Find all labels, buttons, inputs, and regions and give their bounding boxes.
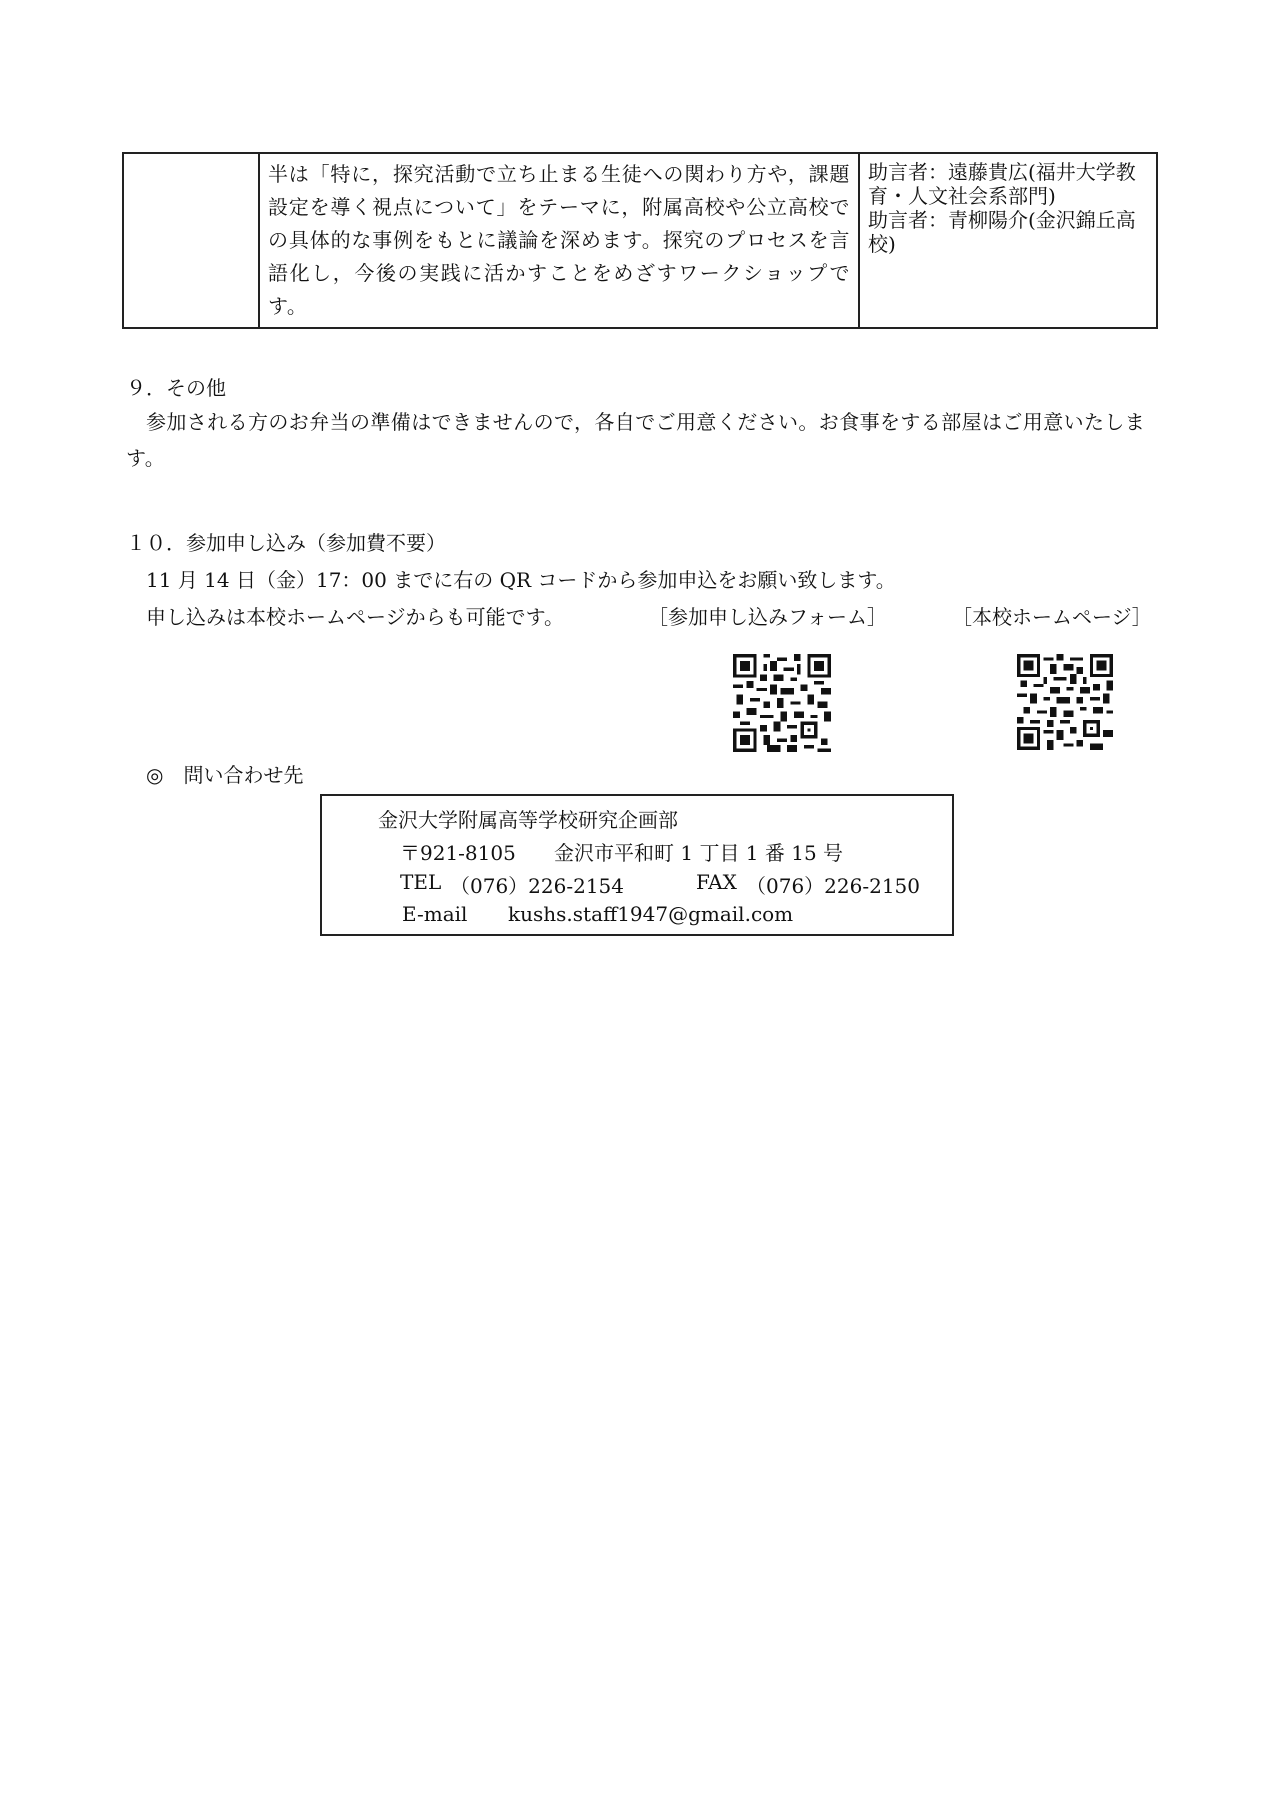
contact-email-label: E-mail <box>402 902 468 926</box>
section-10-line1: 11 月 14 日（金）17：00 までに右の QR コードから参加申込をお願い致します。 <box>146 568 896 592</box>
program-table <box>122 152 1158 329</box>
contact-email[interactable]: kushs.staff1947@gmail.com <box>508 902 794 926</box>
contact-address: 金沢市平和町 1 丁目 1 番 15 号 <box>554 841 844 865</box>
contact-heading: ◎ 問い合わせ先 <box>146 763 304 787</box>
table-cell-advisors <box>859 153 1157 328</box>
qr-label-home: ［本校ホームページ］ <box>952 605 1152 629</box>
section-10-line2: 申し込みは本校ホームページからも可能です。 <box>146 605 564 629</box>
table-row <box>123 153 1157 328</box>
section-10-heading: １０．参加申し込み（参加費不要） <box>126 531 446 555</box>
section-9-body: 参加される方のお弁当の準備はできませんので，各自でご用意ください。お食事をする部屋はご用意いたします。 <box>126 410 1146 470</box>
contact-fax-label: FAX <box>696 870 737 894</box>
qr-code-form-icon[interactable] <box>733 654 831 752</box>
table-cell-empty <box>123 153 259 328</box>
section-9-heading: ９．その他 <box>126 376 226 400</box>
qr-label-form: ［参加申し込みフォーム］ <box>648 605 887 629</box>
advisor-1: 助言者：遠藤貴広(福井大学教育・人文社会系部門) <box>868 160 1136 208</box>
contact-fax: （076）226-2150 <box>746 874 921 898</box>
qr-code-home-icon[interactable] <box>1017 654 1113 750</box>
contact-tel[interactable]: （076）226-2154 <box>450 874 625 898</box>
table-cell-description: 半は「特に，探究活動で立ち止まる生徒への関わり方や，課題設定を導く視点について」をテーマに，附属高校や公立高校での具体的な事例をもとに議論を深めます。探究のプロセスを言語化し，今後の実践に活かすことをめざすワークショップです。 <box>259 153 859 328</box>
contact-postal: 〒921-8105 <box>400 841 516 865</box>
advisor-2: 助言者：青柳陽介(金沢錦丘高校) <box>868 208 1136 256</box>
contact-box <box>320 794 954 936</box>
contact-org: 金沢大学附属高等学校研究企画部 <box>378 808 678 832</box>
contact-tel-label: TEL <box>400 870 442 894</box>
